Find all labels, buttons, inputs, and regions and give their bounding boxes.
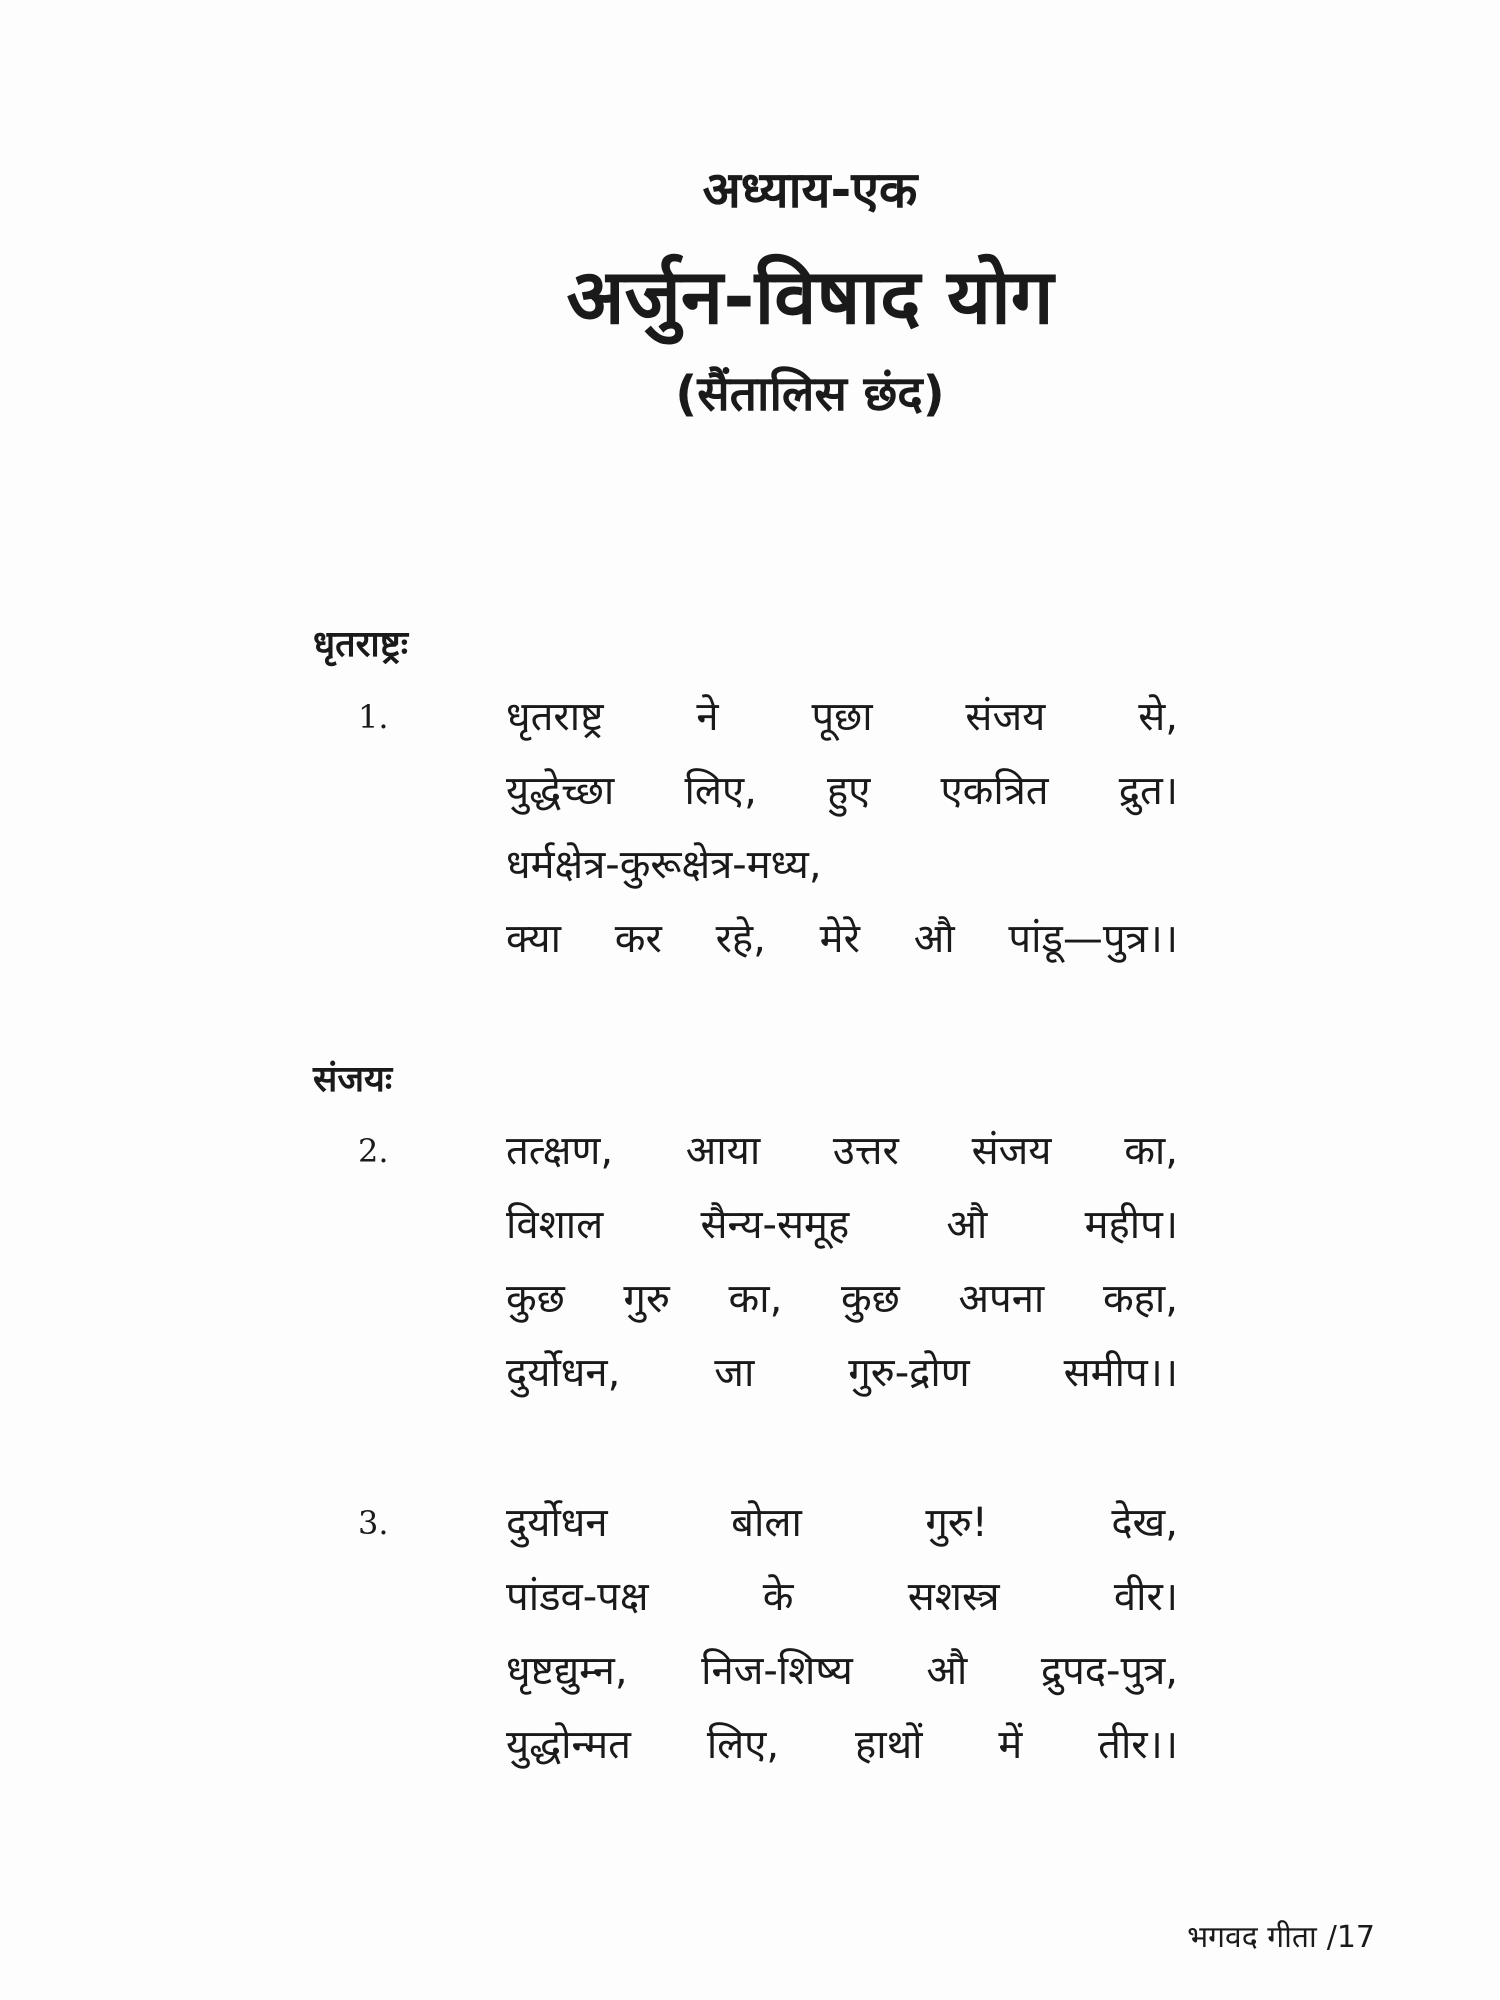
verse-line: धृष्टद्युम्न, निज-शिष्य औ द्रुपद-पुत्र, [506, 1648, 1178, 1694]
verse-lines [506, 1114, 1178, 1410]
chapter-title: अर्जुन-विषाद योग [566, 252, 1054, 341]
verse-line: दुर्योधन बोला गुरु! देख, [506, 1500, 1178, 1546]
verse-line: धृतराष्ट्र ने पूछा संजय से, [506, 694, 1178, 740]
speaker-label: धृतराष्ट्रः [313, 624, 409, 665]
verse-line: धर्मक्षेत्र-कुरूक्षेत्र-मध्य, [506, 842, 822, 888]
verse-line: तत्क्षण, आया उत्तर संजय का, [506, 1128, 1178, 1174]
verse-number: 1. [358, 698, 389, 736]
verse-line: कुछ गुरु का, कुछ अपना कहा, [506, 1276, 1178, 1322]
verse-number: 3. [358, 1504, 389, 1542]
verse-line: दुर्योधन, जा गुरु-द्रोण समीप।। [506, 1350, 1178, 1396]
chapter-heading [0, 150, 1500, 434]
verse-line: विशाल सैन्य-समूह औ महीप। [506, 1202, 1178, 1248]
verse-line: युद्धेच्छा लिए, हुए एकत्रित द्रुत। [506, 768, 1178, 814]
page-number: /17 [1326, 1920, 1375, 1955]
chapter-number: अध्याय-एक [702, 161, 918, 219]
chapter-subtitle: (सैंतालिस छंद) [675, 366, 945, 422]
page-footer [1187, 1918, 1375, 1958]
verse-line: युद्धोन्मत लिए, हाथों में तीर।। [506, 1722, 1178, 1768]
verse-lines [506, 1486, 1178, 1782]
verse-number: 2. [358, 1132, 389, 1170]
speaker-label: संजयः [313, 1059, 393, 1100]
verse-lines [506, 680, 1178, 976]
verse-line: पांडव-पक्ष के सशस्त्र वीर। [506, 1574, 1178, 1620]
footer-book-title: भगवद गीता [1187, 1920, 1317, 1955]
verse-line: क्या कर रहे, मेरे औ पांडू—पुत्र।। [506, 916, 1178, 962]
